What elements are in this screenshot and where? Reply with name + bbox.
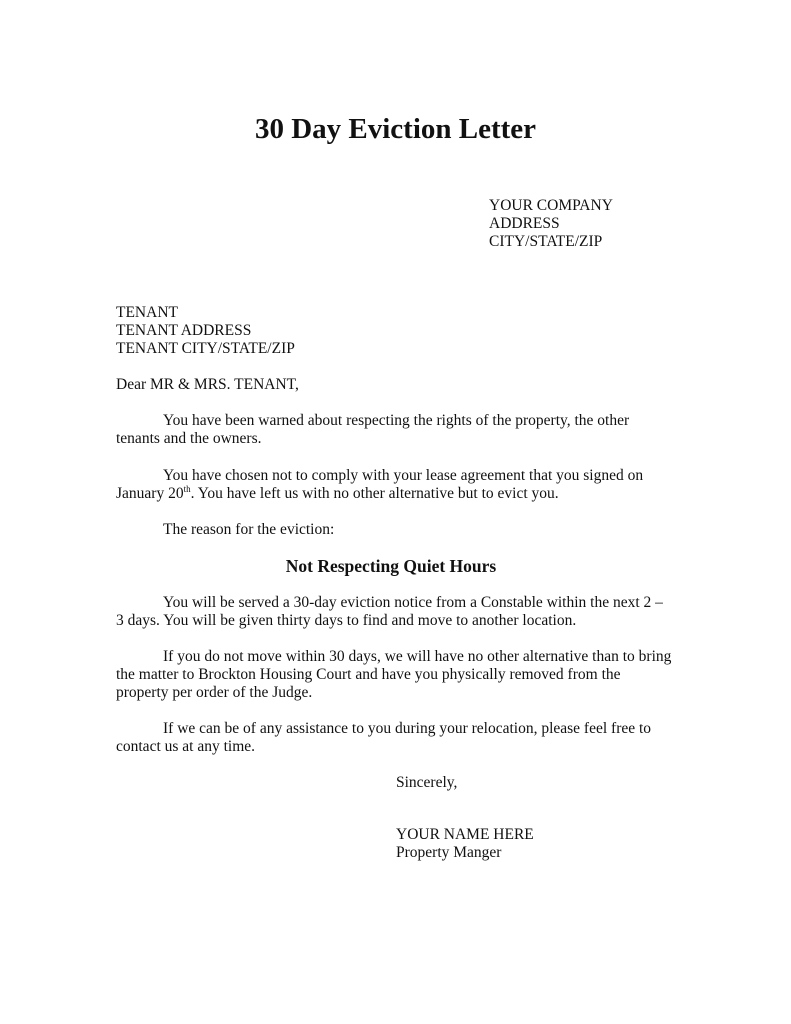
paragraph-line: You will be served a 30-day eviction notice from a Constable within the next 2 –: [163, 594, 663, 611]
paragraph-line: You have chosen not to comply with your lease agreement that you signed on: [163, 467, 644, 484]
letter-title: 30 Day Eviction Letter: [254, 113, 537, 146]
paragraph-line: If we can be of any assistance to you during your relocation, please feel free to: [163, 720, 652, 737]
paragraph-line: property per order of the Judge.: [116, 684, 313, 701]
signer-role: Property Manger: [396, 844, 502, 861]
recipient-name: TENANT: [116, 304, 178, 321]
sender-address: ADDRESS: [489, 215, 560, 232]
paragraph-line: If you do not move within 30 days, we will have no other alternative than to bring: [163, 648, 672, 665]
valediction: Sincerely,: [396, 774, 458, 791]
paragraph-line: the matter to Brockton Housing Court and have you physically removed from the: [116, 666, 621, 683]
sender-city-state-zip: CITY/STATE/ZIP: [489, 233, 603, 250]
eviction-reason-heading: Not Respecting Quiet Hours: [285, 556, 497, 576]
paragraph-line: contact us at any time.: [116, 738, 256, 755]
recipient-city-state-zip: TENANT CITY/STATE/ZIP: [116, 340, 295, 357]
signer-name: YOUR NAME HERE: [396, 826, 534, 843]
paragraph-line: tenants and the owners.: [116, 430, 262, 447]
date-ordinal-suffix: th: [183, 484, 191, 494]
paragraph-line: You have been warned about respecting the rights of the property, the other: [163, 412, 630, 429]
salutation: Dear MR & MRS. TENANT,: [116, 376, 299, 393]
paragraph-line: [116, 485, 559, 503]
reason-intro: The reason for the eviction:: [163, 521, 335, 538]
paragraph-text: . You have left us with no other alternative but to evict you.: [190, 485, 559, 502]
sender-company: YOUR COMPANY: [489, 197, 613, 214]
date-text: January 20: [116, 485, 184, 502]
paragraph-line: 3 days. You will be given thirty days to find and move to another location.: [116, 612, 577, 629]
recipient-address: TENANT ADDRESS: [116, 322, 252, 339]
